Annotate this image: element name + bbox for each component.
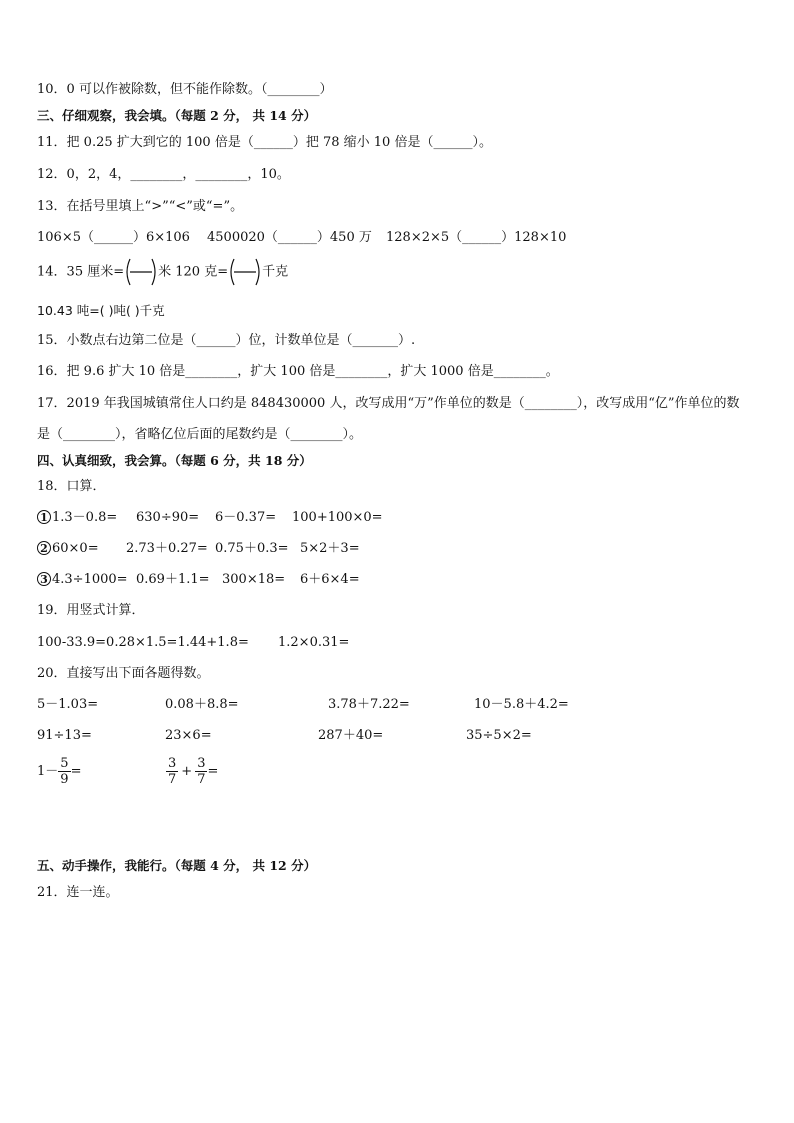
q20-fraction-expr-2 [166, 755, 218, 789]
frac1-equals: = [70, 764, 82, 779]
q20-r2-item-2: 23×6= [165, 728, 212, 743]
q18-row-2 [37, 541, 99, 557]
question-15: 15．小数点右边第二位是（______）位，计数单位是（_______）. [37, 333, 416, 348]
q14-unit-2: 千克 [262, 264, 289, 280]
q18-r3-item-4: 6＋6×4= [300, 572, 360, 587]
q20-r2-item-4: 35÷5×2= [466, 728, 532, 743]
frac1-numerator: 5 [60, 756, 69, 771]
question-17-line-1: 17．2019 年我国城镇常住人口约是 848430000 人，改写成用“万”作单位的数是（________），改写成用“亿”作单位的数 [37, 396, 740, 411]
question-17-line-2: 是（________），省略亿位后面的尾数约是（________）。 [37, 427, 363, 442]
question-10: 10．0 可以作被除数，但不能作除数。（________） [37, 82, 333, 97]
q20-r1-item-4: 10－5.8＋4.2= [474, 697, 569, 712]
q14-fraction-blank-1 [124, 257, 158, 287]
q18-r1-item-3: 6－0.37= [215, 510, 277, 525]
q18-r2-item-4: 5×2＋3= [300, 541, 360, 556]
q20-r1-item-1: 5－1.03= [37, 697, 99, 712]
question-18: 18．口算． [37, 479, 106, 494]
q18-r2-item-1: 60×0= [52, 541, 99, 556]
section-5-heading: 五、动手操作，我能行。（每题 4 分， 共 12 分） [37, 858, 317, 873]
fraction-5-9 [58, 756, 70, 787]
q14-mid: 120 克= [171, 264, 229, 280]
q20-r1-item-2: 0.08＋8.8= [165, 697, 239, 712]
q18-row-1 [37, 510, 117, 526]
question-16: 16．把 9.6 扩大 10 倍是________，扩大 100 倍是________，扩大 1000 倍是________。 [37, 364, 559, 379]
frac2b-denominator: 7 [197, 772, 206, 787]
frac2a-denominator: 7 [168, 772, 177, 787]
section-4-heading: 四、认真细致，我会算。（每题 6 分，共 18 分） [37, 453, 312, 468]
q20-r2-item-1: 91÷13= [37, 728, 92, 743]
question-14 [37, 257, 288, 288]
question-12: 12．0，2，4，________，________，10。 [37, 167, 290, 182]
q13-item-3: 128×2×5（______）128×10 [386, 230, 567, 245]
fraction-3-7-b [195, 756, 207, 787]
q19-item-2: 1.2×0.31= [278, 635, 350, 650]
q18-r1-item-1: 1.3－0.8= [52, 510, 118, 525]
q18-r3-item-3: 300×18= [222, 572, 286, 587]
q18-r3-item-1: 4.3÷1000= [52, 572, 128, 587]
q13-item-1: 106×5（______）6×106 [37, 230, 190, 245]
q20-r1-item-3: 3.78＋7.22= [328, 697, 410, 712]
question-11: 11．把 0.25 扩大到它的 100 倍是（______）把 78 缩小 10 倍是（______）。 [37, 135, 492, 150]
circled-number-1: 1 [37, 510, 51, 524]
frac1-whole: 1－ [37, 764, 59, 779]
question-20: 20．直接写出下面各题得数。 [37, 666, 210, 681]
frac2b-numerator: 3 [197, 756, 206, 771]
q18-r1-item-4: 100+100×0= [292, 510, 383, 525]
fraction-3-7-a [166, 756, 178, 787]
q18-r2-item-3: 0.75＋0.3= [215, 541, 289, 556]
q13-item-2: 4500020（______）450 万 [207, 230, 372, 245]
frac2a-numerator: 3 [168, 756, 177, 771]
q18-r2-item-2: 2.73＋0.27= [126, 541, 208, 556]
question-21: 21．连一连。 [37, 885, 119, 900]
q19-item-1: 100-33.9=0.28×1.5=1.44+1.8= [37, 635, 249, 650]
q14-prefix: 14．35 厘米= [37, 264, 125, 280]
frac1-denominator: 9 [60, 772, 69, 787]
circled-number-3: 3 [37, 572, 51, 586]
q18-row-3 [37, 572, 128, 588]
section-3-heading: 三、仔细观察，我会填。（每题 2 分， 共 14 分） [37, 108, 317, 123]
q14-unit-1: 米 [158, 264, 172, 280]
circled-number-2: 2 [37, 541, 51, 555]
plus-sign: + [181, 764, 193, 779]
q18-r3-item-2: 0.69＋1.1= [136, 572, 210, 587]
frac2-equals: = [207, 764, 219, 779]
question-13: 13．在括号里填上“>”“<”或“=”。 [37, 199, 244, 214]
question-19: 19．用竖式计算． [37, 603, 145, 618]
q14-line-2: 10.43 吨=( )吨( )千克 [37, 303, 165, 318]
q14-fraction-blank-2 [228, 257, 262, 287]
q20-fraction-expr-1 [37, 755, 81, 789]
q18-r1-item-2: 630÷90= [136, 510, 200, 525]
q20-r2-item-3: 287＋40= [318, 728, 384, 743]
